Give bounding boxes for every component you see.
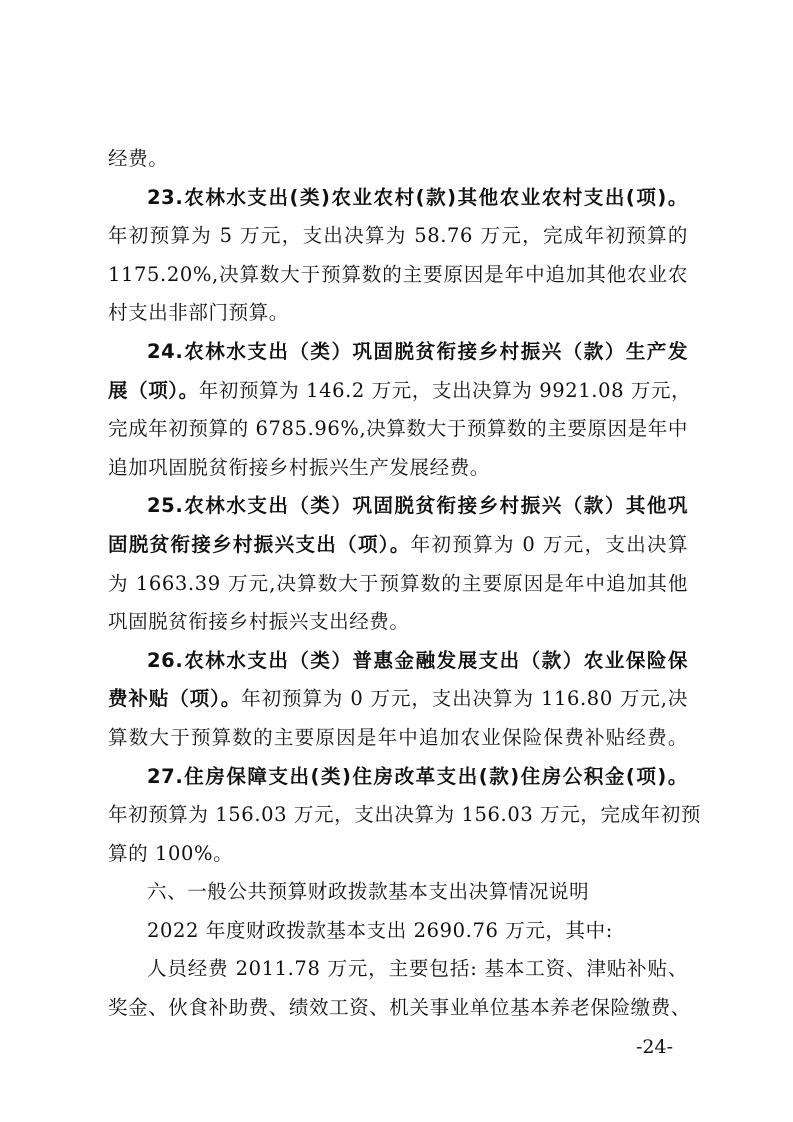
item-text: 年初预算为 0 万元，支出决算为 116.80 万元,决 — [241, 687, 688, 711]
item-24-heading — [108, 333, 688, 372]
text-line: 1175.20%,决算数大于预算数的主要原因是年中追加其他农业农 — [108, 262, 688, 286]
text-line: 追加巩固脱贫衔接乡村振兴生产发展经费。 — [108, 455, 490, 479]
text-line: 完成年初预算的 6785.96%,决算数大于预算数的主要原因是年中 — [108, 417, 688, 441]
text-line: 算的 100%。 — [108, 841, 234, 865]
item-heading: 固脱贫衔接乡村振兴支出（项）。 — [108, 532, 411, 556]
text-line — [108, 526, 688, 565]
item-26-heading — [108, 642, 688, 681]
text-line: 为 1663.39 万元,决算数大于预算数的主要原因是年中追加其他 — [108, 571, 688, 595]
text-line: 奖金、伙食补助费、绩效工资、机关事业单位基本养老保险缴费、 — [108, 996, 691, 1020]
text-line: 算数大于预算数的主要原因是年中追加农业保险保费补贴经费。 — [108, 725, 688, 749]
body-text — [108, 140, 701, 1028]
item-27-heading — [108, 758, 688, 797]
item-heading: 26.农林水支出（类）普惠金融发展支出（款）农业保险保 — [147, 648, 688, 672]
item-heading: 24.农林水支出（类）巩固脱贫衔接乡村振兴（款）生产发 — [147, 339, 688, 363]
item-25-heading — [108, 487, 688, 526]
item-heading: 23.农林水支出(类)农业农村(款)其他农业农村支出(项)。 — [147, 185, 688, 209]
item-text: 年初预算为 0 万元，支出决算 — [410, 532, 688, 556]
item-heading: 费补贴（项）。 — [108, 687, 242, 711]
text-line: 年初预算为 156.03 万元，支出决算为 156.03 万元，完成年初预 — [108, 803, 701, 827]
text-line — [108, 372, 692, 411]
text-line: 巩固脱贫衔接乡村振兴支出经费。 — [108, 610, 410, 634]
text-line: 年初预算为 5 万元，支出决算为 58.76 万元，完成年初预算的 — [108, 224, 688, 248]
item-23-heading — [108, 179, 688, 218]
item-heading: 27.住房保障支出(类)住房改革支出(款)住房公积金(项)。 — [147, 764, 688, 788]
text-line: 经费。 — [108, 147, 169, 170]
page-number: -24- — [636, 1036, 674, 1058]
text-line: 人员经费 2011.78 万元，主要包括: 基本工资、津贴补贴、 — [147, 957, 688, 981]
section-heading: 六、一般公共预算财政拨款基本支出决算情况说明 — [147, 880, 590, 904]
item-text: 年初预算为 146.2 万元，支出决算为 9921.08 万元， — [198, 378, 692, 402]
item-heading: 展（项）。 — [108, 378, 199, 402]
text-line — [108, 680, 688, 719]
text-line: 2022 年度财政拨款基本支出 2690.76 万元，其中: — [147, 918, 613, 942]
text-line: 村支出非部门预算。 — [108, 301, 289, 325]
item-heading: 25.农林水支出（类）巩固脱贫衔接乡村振兴（款）其他巩 — [147, 494, 688, 518]
